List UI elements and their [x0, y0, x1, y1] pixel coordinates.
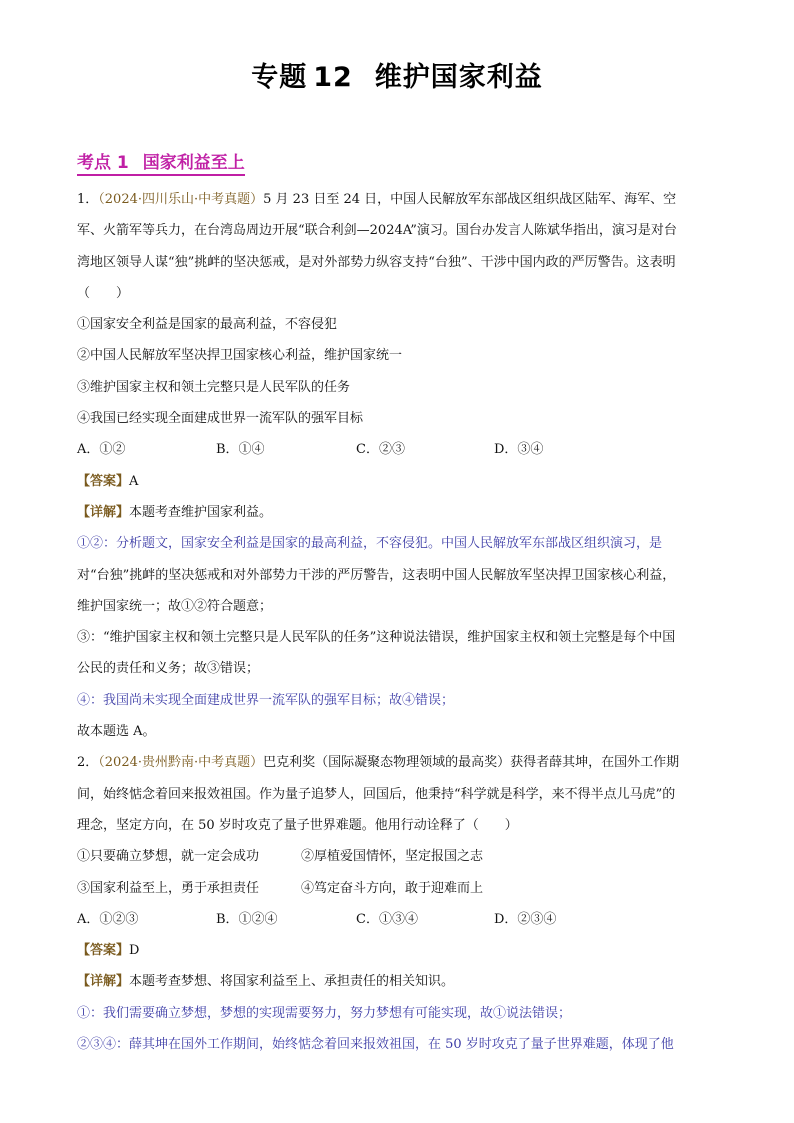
answer-tag: 【答案】	[77, 943, 130, 959]
statement-pair	[77, 841, 717, 872]
statement: ②厚植爱国情怀，坚定报国之志	[301, 849, 484, 865]
stem-line: 理念，坚定方向，在 50 岁时攻克了量子世界难题。他用行动诠释了（ ）	[77, 817, 518, 833]
detail-line	[77, 966, 717, 997]
question-number: 2．	[77, 755, 99, 771]
conclusion: 故本题选 A。	[77, 724, 156, 740]
detail-tag: 【详解】	[77, 974, 130, 990]
section-label: 考点 1	[77, 153, 129, 173]
detail-line	[77, 497, 717, 528]
answer-value: A	[129, 473, 139, 489]
statement: ③国家利益至上，勇于承担责任	[77, 880, 260, 896]
statement: ①国家安全利益是国家的最高利益，不容侵犯	[77, 317, 338, 333]
stem-line: 湾地区领导人谋“独”挑衅的坚决惩戒，是对外部势力纵容支持“台独”、干涉中国内政的严厉警告。这表明	[77, 254, 676, 270]
statement: ①只要确立梦想，就一定会成功	[77, 849, 260, 865]
statement: ③维护国家主权和领土完整只是人民军队的任务	[77, 379, 351, 395]
analysis-line: ①②：分析题文，国家安全利益是国家的最高利益，不容侵犯。中国人民解放军东部战区组织演习，是	[77, 536, 663, 552]
stem-line: 5 月 23 日至 24 日，中国人民解放军东部战区组织战区陆军、海军、空	[263, 192, 677, 207]
analysis-line: ②③④：薛其坤在国外工作期间，始终惦念着回来报效祖国，在 50 岁时攻克了量子世界难题，体现了他	[77, 1037, 674, 1053]
statement: ④我国已经实现全面建成世界一流军队的强军目标	[77, 411, 364, 427]
options-row	[77, 904, 717, 935]
question-2	[77, 747, 717, 1060]
analysis-line: 公民的责任和义务；故③错误；	[77, 661, 260, 677]
content	[77, 184, 717, 1060]
detail-intro: 本题考查维护国家利益。	[129, 504, 273, 520]
option-a: A．①②③	[77, 911, 139, 927]
analysis-line: ①：我们需要确立梦想，梦想的实现需要努力，努力梦想有可能实现，故①说法错误；	[77, 1005, 572, 1021]
analysis-line: ④：我国尚未实现全面建成世界一流军队的强军目标；故④错误；	[77, 692, 455, 708]
question-number: 1．	[77, 192, 99, 207]
title-number: 12	[313, 62, 353, 93]
answer-line	[77, 935, 717, 966]
statement: ②中国人民解放军坚决捍卫国家核心利益，维护国家统一	[77, 348, 403, 364]
option-d: D．③④	[494, 442, 544, 458]
analysis-line: 维护国家统一；故①②符合题意；	[77, 598, 273, 614]
stem-line: （ ）	[77, 285, 130, 301]
stem-line: 军、火箭军等兵力，在台湾岛周边开展“联合利剑—2024A”演习。国台办发言人陈斌华指出，演习是对台	[77, 223, 677, 239]
detail-tag: 【详解】	[77, 504, 130, 520]
question-source: （2024·四川乐山·中考真题）	[98, 192, 264, 207]
option-c: C．①③④	[356, 911, 418, 927]
title-prefix: 专题	[251, 62, 308, 93]
stem-line: 间，始终惦念着回来报效祖国。作为量子追梦人，回国后，他秉持“科学就是科学，来不得半点儿马虎”的	[77, 786, 676, 802]
answer-tag: 【答案】	[77, 473, 130, 489]
analysis-line: 对“台独”挑衅的坚决惩戒和对外部势力干涉的严厉警告，这表明中国人民解放军坚决捍卫国家核心利益，	[77, 567, 676, 583]
stem-line: 巴克利奖（国际凝聚态物理领域的最高奖）获得者薛其坤，在国外工作期	[263, 755, 680, 771]
question-stem	[77, 747, 717, 778]
section-title: 国家利益至上	[142, 153, 245, 173]
statement-pair	[77, 873, 717, 904]
title-text: 维护国家利益	[374, 62, 543, 93]
option-a: A．①②	[77, 442, 126, 458]
page-title	[0, 55, 794, 94]
analysis-line: ③：“维护国家主权和领土完整只是人民军队的任务”这种说法错误，维护国家主权和领土完整是每个中国	[77, 630, 676, 646]
section-heading	[77, 148, 245, 176]
option-b: B．①④	[216, 442, 265, 458]
answer-line	[77, 466, 717, 497]
option-c: C．②③	[356, 442, 405, 458]
answer-value: D	[129, 943, 140, 959]
detail-intro: 本题考查梦想、将国家利益至上、承担责任的相关知识。	[129, 974, 455, 990]
option-b: B．①②④	[216, 911, 278, 927]
statement: ④笃定奋斗方向，敢于迎难而上	[301, 880, 484, 896]
options-row	[77, 434, 717, 465]
question-1	[77, 184, 717, 747]
question-stem	[77, 184, 717, 215]
question-source: （2024·贵州黔南·中考真题）	[98, 755, 264, 771]
option-d: D．②③④	[494, 911, 557, 927]
